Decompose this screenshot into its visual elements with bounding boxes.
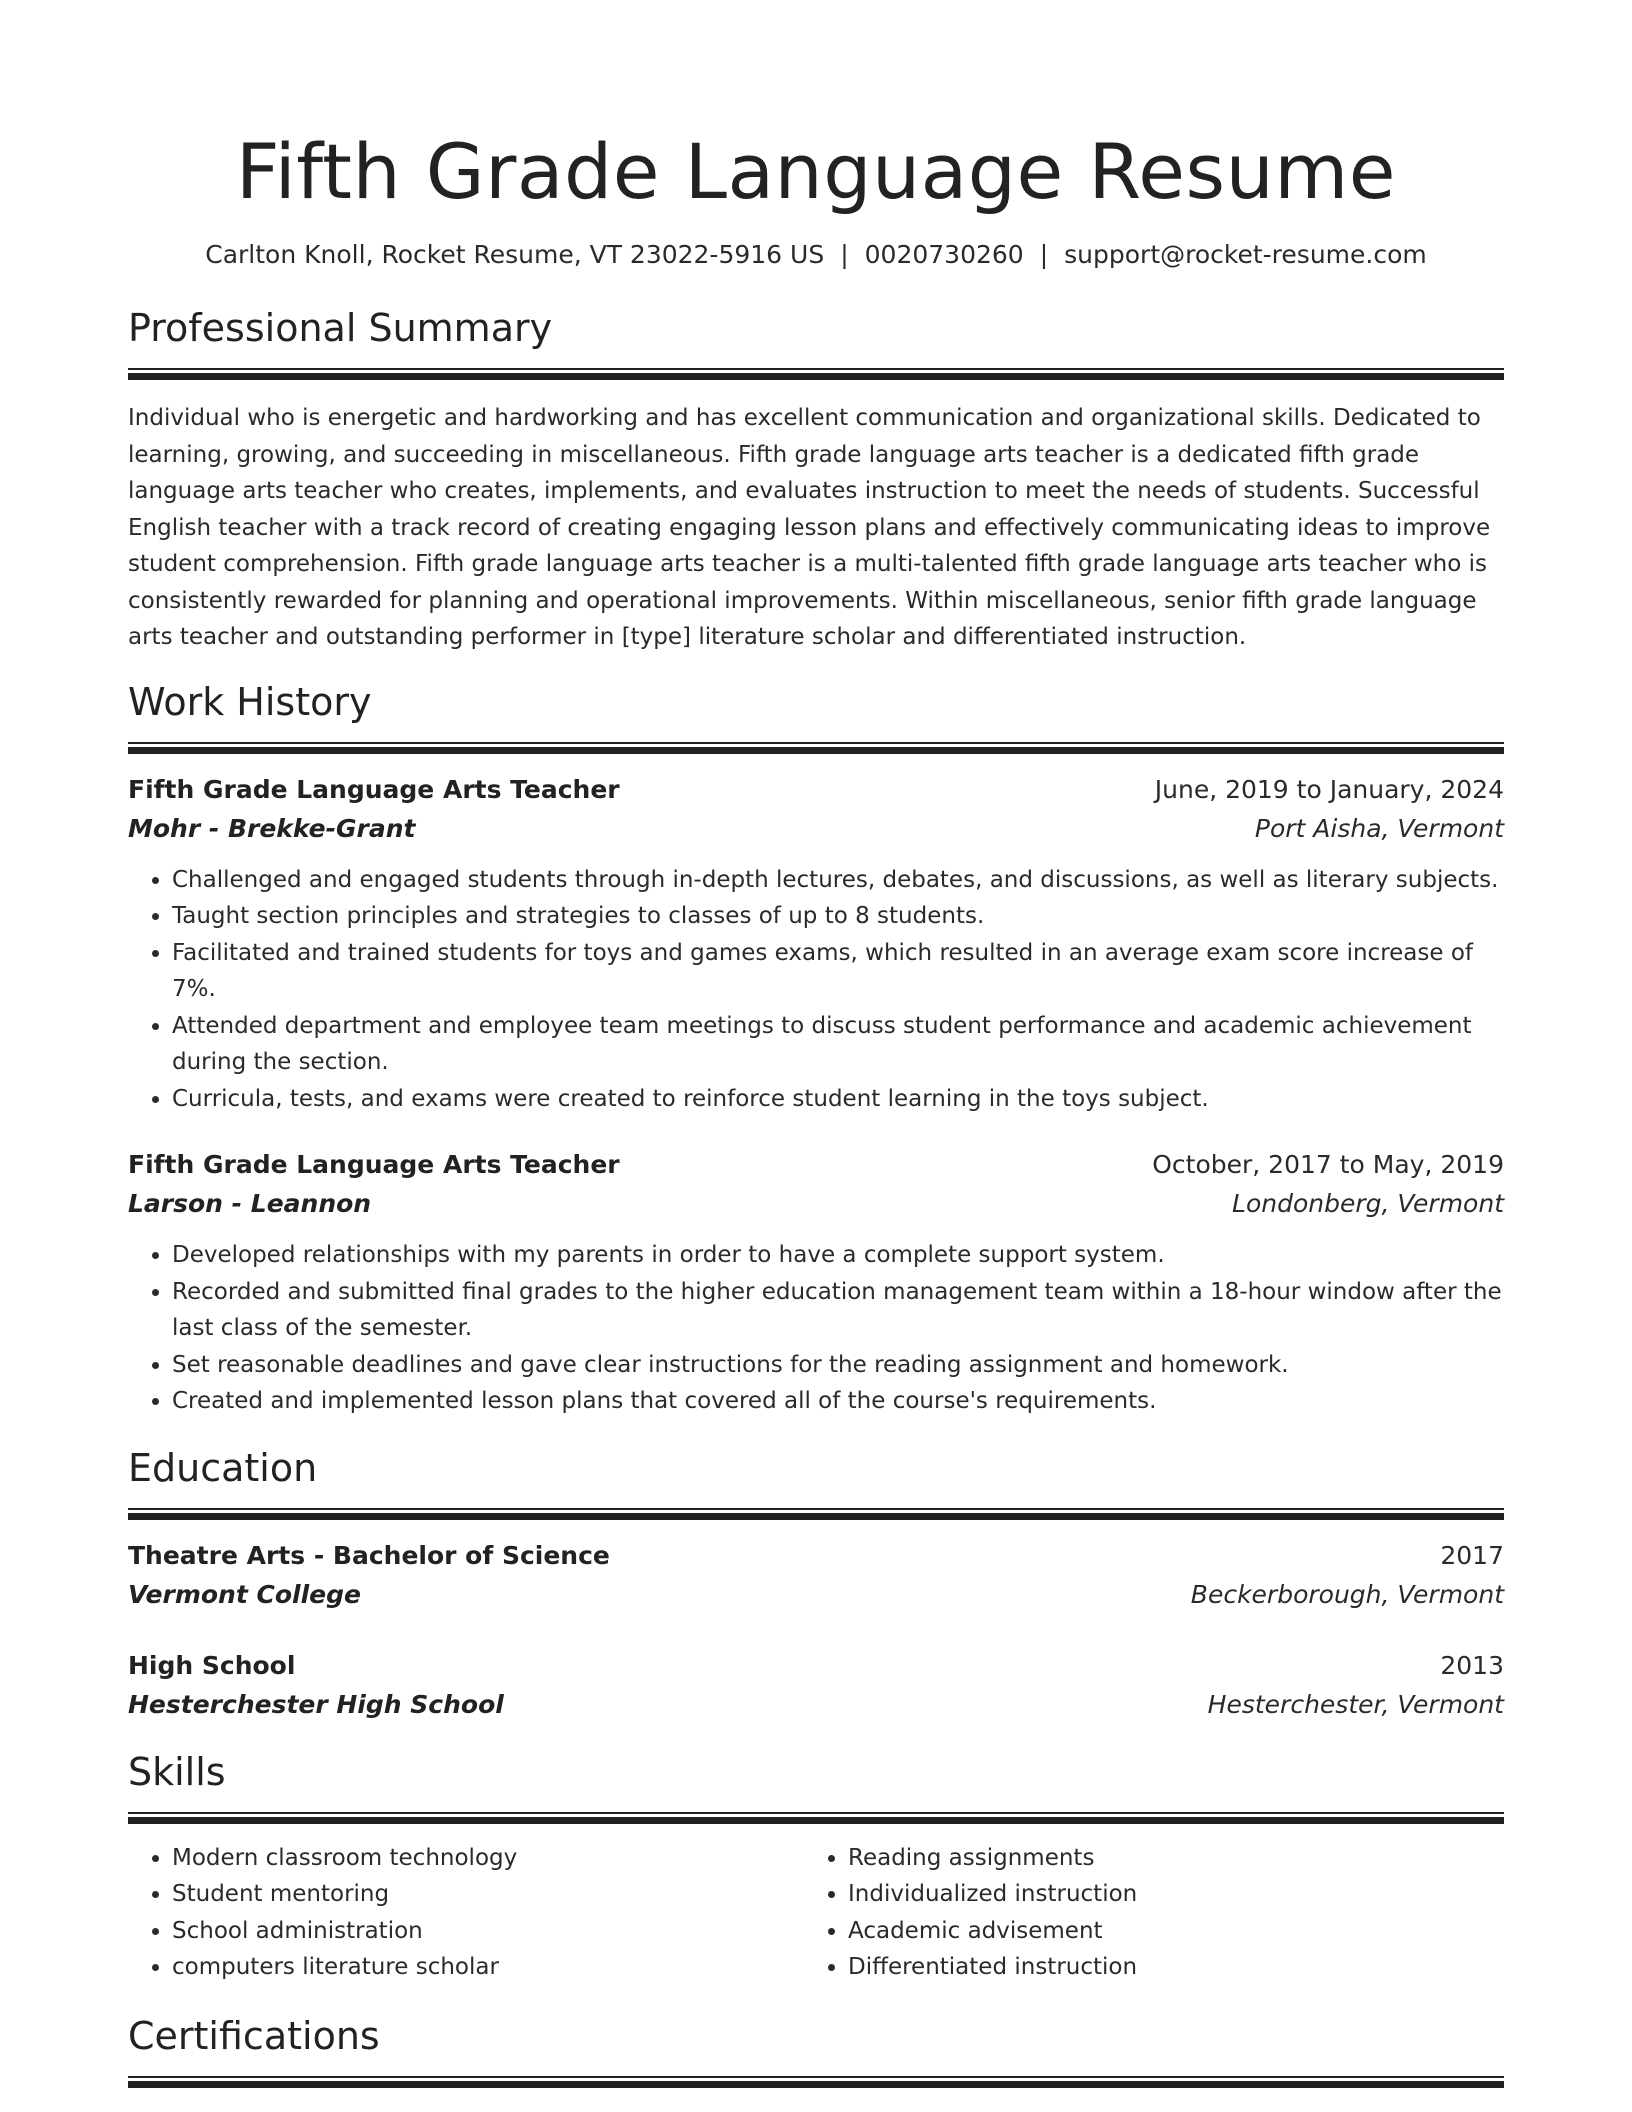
job-bullets xyxy=(128,862,1504,1118)
degree: Theatre Arts - Bachelor of Science xyxy=(128,1540,610,1570)
contact-address: Carlton Knoll, Rocket Resume, VT 23022-5916 US xyxy=(205,240,825,269)
job-company: Larson - Leannon xyxy=(128,1189,372,1218)
certifications-section xyxy=(128,2012,1504,2088)
list-item: • Set reasonable deadlines and gave clear instructions for the reading assignment and homework. xyxy=(172,1347,1504,1384)
education-org-row xyxy=(128,1686,1504,1724)
skill-item: • Academic advisement xyxy=(848,1913,1504,1950)
summary-heading: Professional Summary xyxy=(128,306,553,350)
section-divider xyxy=(128,742,1504,754)
section-divider xyxy=(128,1508,1504,1520)
job-location: Londonberg, Vermont xyxy=(1232,1189,1504,1218)
section-divider xyxy=(128,368,1504,380)
education-section xyxy=(128,1444,1504,1724)
school-name: Vermont College xyxy=(128,1579,361,1609)
list-item: • Created and implemented lesson plans that covered all of the course's requirements. xyxy=(172,1383,1504,1420)
education-header-row xyxy=(128,1646,1504,1686)
education-header-row xyxy=(128,1536,1504,1576)
skill-item: • Reading assignments xyxy=(848,1840,1504,1877)
contact-email: support@rocket-resume.com xyxy=(1064,240,1427,269)
education-entry xyxy=(128,1646,1504,1724)
job-org-row xyxy=(128,1185,1504,1223)
job-title: Fifth Grade Language Arts Teacher xyxy=(128,774,620,804)
skills-section xyxy=(128,1748,1504,1986)
school-name: Hesterchester High School xyxy=(128,1689,504,1719)
education-org-row xyxy=(128,1576,1504,1614)
resume-page xyxy=(128,0,1504,2088)
list-item: • Curricula, tests, and exams were created to reinforce student learning in the toys subject. xyxy=(172,1081,1504,1118)
skill-item: • School administration xyxy=(172,1913,804,1950)
skill-item: • computers literature scholar xyxy=(172,1949,804,1986)
job-org-row xyxy=(128,810,1504,848)
school-location: Hesterchester, Vermont xyxy=(1207,1689,1504,1719)
certifications-heading: Certifications xyxy=(128,2013,380,2058)
skills-heading: Skills xyxy=(128,1749,226,1794)
graduation-year: 2017 xyxy=(1440,1540,1504,1570)
job-title: Fifth Grade Language Arts Teacher xyxy=(128,1150,620,1179)
contact-separator: | xyxy=(840,240,849,269)
job-entry xyxy=(128,1145,1504,1420)
list-item: • Taught section principles and strategies to classes of up to 8 students. xyxy=(172,898,1504,935)
work-section xyxy=(128,678,1504,1420)
education-entry xyxy=(128,1536,1504,1614)
section-divider xyxy=(128,2076,1504,2088)
skill-item: • Student mentoring xyxy=(172,1876,804,1913)
resume-title: Fifth Grade Language Resume xyxy=(235,127,1397,216)
job-entry xyxy=(128,770,1504,1118)
contact-phone: 0020730260 xyxy=(864,240,1024,269)
job-bullets xyxy=(128,1237,1504,1420)
skill-item: • Modern classroom technology xyxy=(172,1840,804,1877)
job-location: Port Aisha, Vermont xyxy=(1254,813,1504,843)
section-divider xyxy=(128,1812,1504,1824)
summary-text: Individual who is energetic and hardworking and has excellent communication and organizational skills. Dedicated to learning, growing, and succeeding in miscellaneous. Fifth grade language arts teacher is a dedicated fifth grade language arts teacher who creates, implements, and evaluates instruction to meet the needs of students. Successful English teacher with a track record of creating engaging lesson plans and effectively communicating ideas to improve student comprehension. Fifth grade language arts teacher is a multi-talented fifth grade language arts teacher who is consistently rewarded for planning and operational improvements. Within miscellaneous, senior fifth grade language arts teacher and outstanding performer in [type] literature scholar and differentiated instruction. xyxy=(128,405,1491,650)
skill-item: • Differentiated instruction xyxy=(848,1949,1504,1986)
list-item: • Developed relationships with my parents in order to have a complete support system. xyxy=(172,1237,1504,1274)
list-item: • Recorded and submitted final grades to the higher education management team within a 18-hour window after the last class of the semester. xyxy=(172,1274,1504,1347)
job-company: Mohr - Brekke-Grant xyxy=(128,813,416,843)
job-header-row xyxy=(128,770,1504,810)
job-header-row xyxy=(128,1145,1504,1185)
job-dates: June, 2019 to January, 2024 xyxy=(1154,774,1504,804)
summary-section xyxy=(128,304,1504,656)
graduation-year: 2013 xyxy=(1440,1650,1504,1680)
degree: High School xyxy=(128,1650,296,1680)
skills-column-right xyxy=(804,1840,1504,1986)
list-item: • Facilitated and trained students for toys and games exams, which resulted in an average exam score increase of 7%. xyxy=(172,935,1504,1008)
list-item: • Challenged and engaged students through in-depth lectures, debates, and discussions, as well as literary subjects. xyxy=(172,862,1504,899)
skills-grid xyxy=(128,1840,1504,1986)
work-heading: Work History xyxy=(128,679,372,724)
school-location: Beckerborough, Vermont xyxy=(1190,1579,1504,1609)
education-heading: Education xyxy=(128,1445,318,1490)
skills-column-left xyxy=(128,1840,804,1986)
skill-item: • Individualized instruction xyxy=(848,1876,1504,1913)
list-item: • Attended department and employee team meetings to discuss student performance and academic achievement during the section. xyxy=(172,1008,1504,1081)
job-dates: October, 2017 to May, 2019 xyxy=(1152,1150,1504,1179)
contact-separator: | xyxy=(1039,240,1049,269)
contact-line xyxy=(128,238,1504,272)
